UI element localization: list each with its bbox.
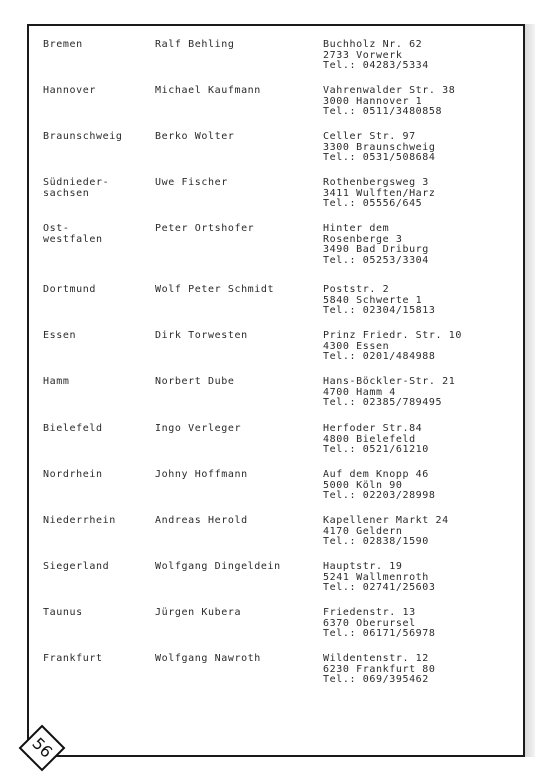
address-line: Tel.: 069/395462 [323,674,429,685]
contact-person: Andreas Herold [155,515,248,526]
contact-address [323,562,523,594]
address-line: Tel.: 0201/484988 [323,351,436,362]
address-line: Hauptstr. 19 [323,561,403,572]
address-line: Friedenstr. 13 [323,607,416,618]
address-line: 2733 Vorwerk [323,49,403,61]
address-line: Tel.: 0521/61210 [323,444,429,455]
contact-person: Wolfgang Dingeldein [155,561,281,572]
address-line: 3411 Wulften/Harz [323,187,436,199]
region-name: Dortmund [43,284,96,295]
address-line: Tel.: 02304/15813 [323,305,436,316]
address-line: Auf dem Knopp 46 [323,469,429,480]
contact-person: Ingo Verleger [155,423,242,434]
contact-person: Johny Hoffmann [155,469,248,480]
region-name: Bremen [43,39,83,50]
address-line: Hinter dem [323,223,390,234]
contact-address [323,654,523,686]
address-line: Poststr. 2 [323,284,390,295]
contact-person: Berko Wolter [155,131,235,142]
contact-person: Michael Kaufmann [155,85,261,96]
address-line: Vahrenwalder Str. 38 [323,85,456,96]
region-name: Nordrhein [43,469,103,480]
contact-person: Wolfgang Nawroth [155,653,261,664]
address-line: Tel.: 02838/1590 [323,536,429,547]
contact-address [323,178,523,210]
contact-person: Norbert Dube [155,376,235,387]
address-line: Prinz Friedr. Str. 10 [323,330,463,341]
address-line: 5840 Schwerte 1 [323,294,423,306]
contact-address [323,224,523,266]
contact-address [323,285,523,317]
page-number-badge [18,724,66,772]
address-line: 5000 Köln 90 [323,479,403,491]
address-line: Tel.: 05556/645 [323,198,423,209]
contact-address [323,470,523,502]
contact-person: Dirk Torwesten [155,330,248,341]
region-name: Niederrhein [43,515,116,526]
address-line: 3490 Bad Driburg [323,244,429,255]
address-line: 4300 Essen [323,340,390,352]
address-line: 4800 Bielefeld [323,433,416,445]
address-line: Tel.: 02385/789495 [323,397,443,408]
region-name: Ost- westfalen [43,223,103,245]
contact-person: Wolf Peter Schmidt [155,284,275,295]
address-line: Tel.: 02203/28998 [323,490,436,501]
page-frame [27,24,525,757]
address-line: Buchholz Nr. 62 [323,39,423,50]
region-name: Essen [43,330,77,341]
contact-address [323,516,523,548]
contact-person: Jürgen Kubera [155,607,242,618]
address-line: Tel.: 0511/3480858 [323,106,443,117]
address-line: Celler Str. 97 [323,131,416,142]
address-line: Rothenbergsweg 3 [323,177,429,188]
page-number: 56 [28,733,57,762]
address-line: Tel.: 06171/56978 [323,628,436,639]
contact-address [323,424,523,456]
address-line: Tel.: 04283/5334 [323,60,429,71]
region-name: Bielefeld [43,423,103,434]
region-name: Braunschweig [43,131,123,142]
address-line: Wildentenstr. 12 [323,653,429,664]
contact-address [323,331,523,363]
address-line: Tel.: 05253/3304 [323,254,429,266]
address-line: 4700 Hamm 4 [323,386,396,398]
address-line: 6230 Frankfurt 80 [323,663,436,675]
address-line: 3300 Braunschweig [323,141,436,153]
contact-address [323,377,523,409]
contact-person: Uwe Fischer [155,177,228,188]
contact-address [323,86,523,118]
address-line: Kapellener Markt 24 [323,515,449,526]
address-line: Herfoder Str.84 [323,423,423,434]
address-line: Rosenberge 3 [323,233,403,245]
region-name: Siegerland [43,561,110,572]
contact-address [323,132,523,164]
address-line: 6370 Oberursel [323,617,416,629]
address-line: Hans-Böckler-Str. 21 [323,376,456,387]
address-line: Tel.: 0531/508684 [323,152,436,163]
contact-address [323,40,523,72]
region-name: Hannover [43,85,96,96]
region-name: Südnieder- sachsen [43,177,110,199]
contact-address [323,608,523,640]
address-line: Tel.: 02741/25603 [323,582,436,593]
address-line: 3000 Hannover 1 [323,95,423,107]
region-name: Hamm [43,376,70,387]
contact-person: Peter Ortshofer [155,223,255,234]
address-line: 5241 Wallmenroth [323,571,429,583]
region-name: Taunus [43,607,83,618]
region-name: Frankfurt [43,653,103,664]
contact-person: Ralf Behling [155,39,235,50]
address-line: 4170 Geldern [323,525,403,537]
